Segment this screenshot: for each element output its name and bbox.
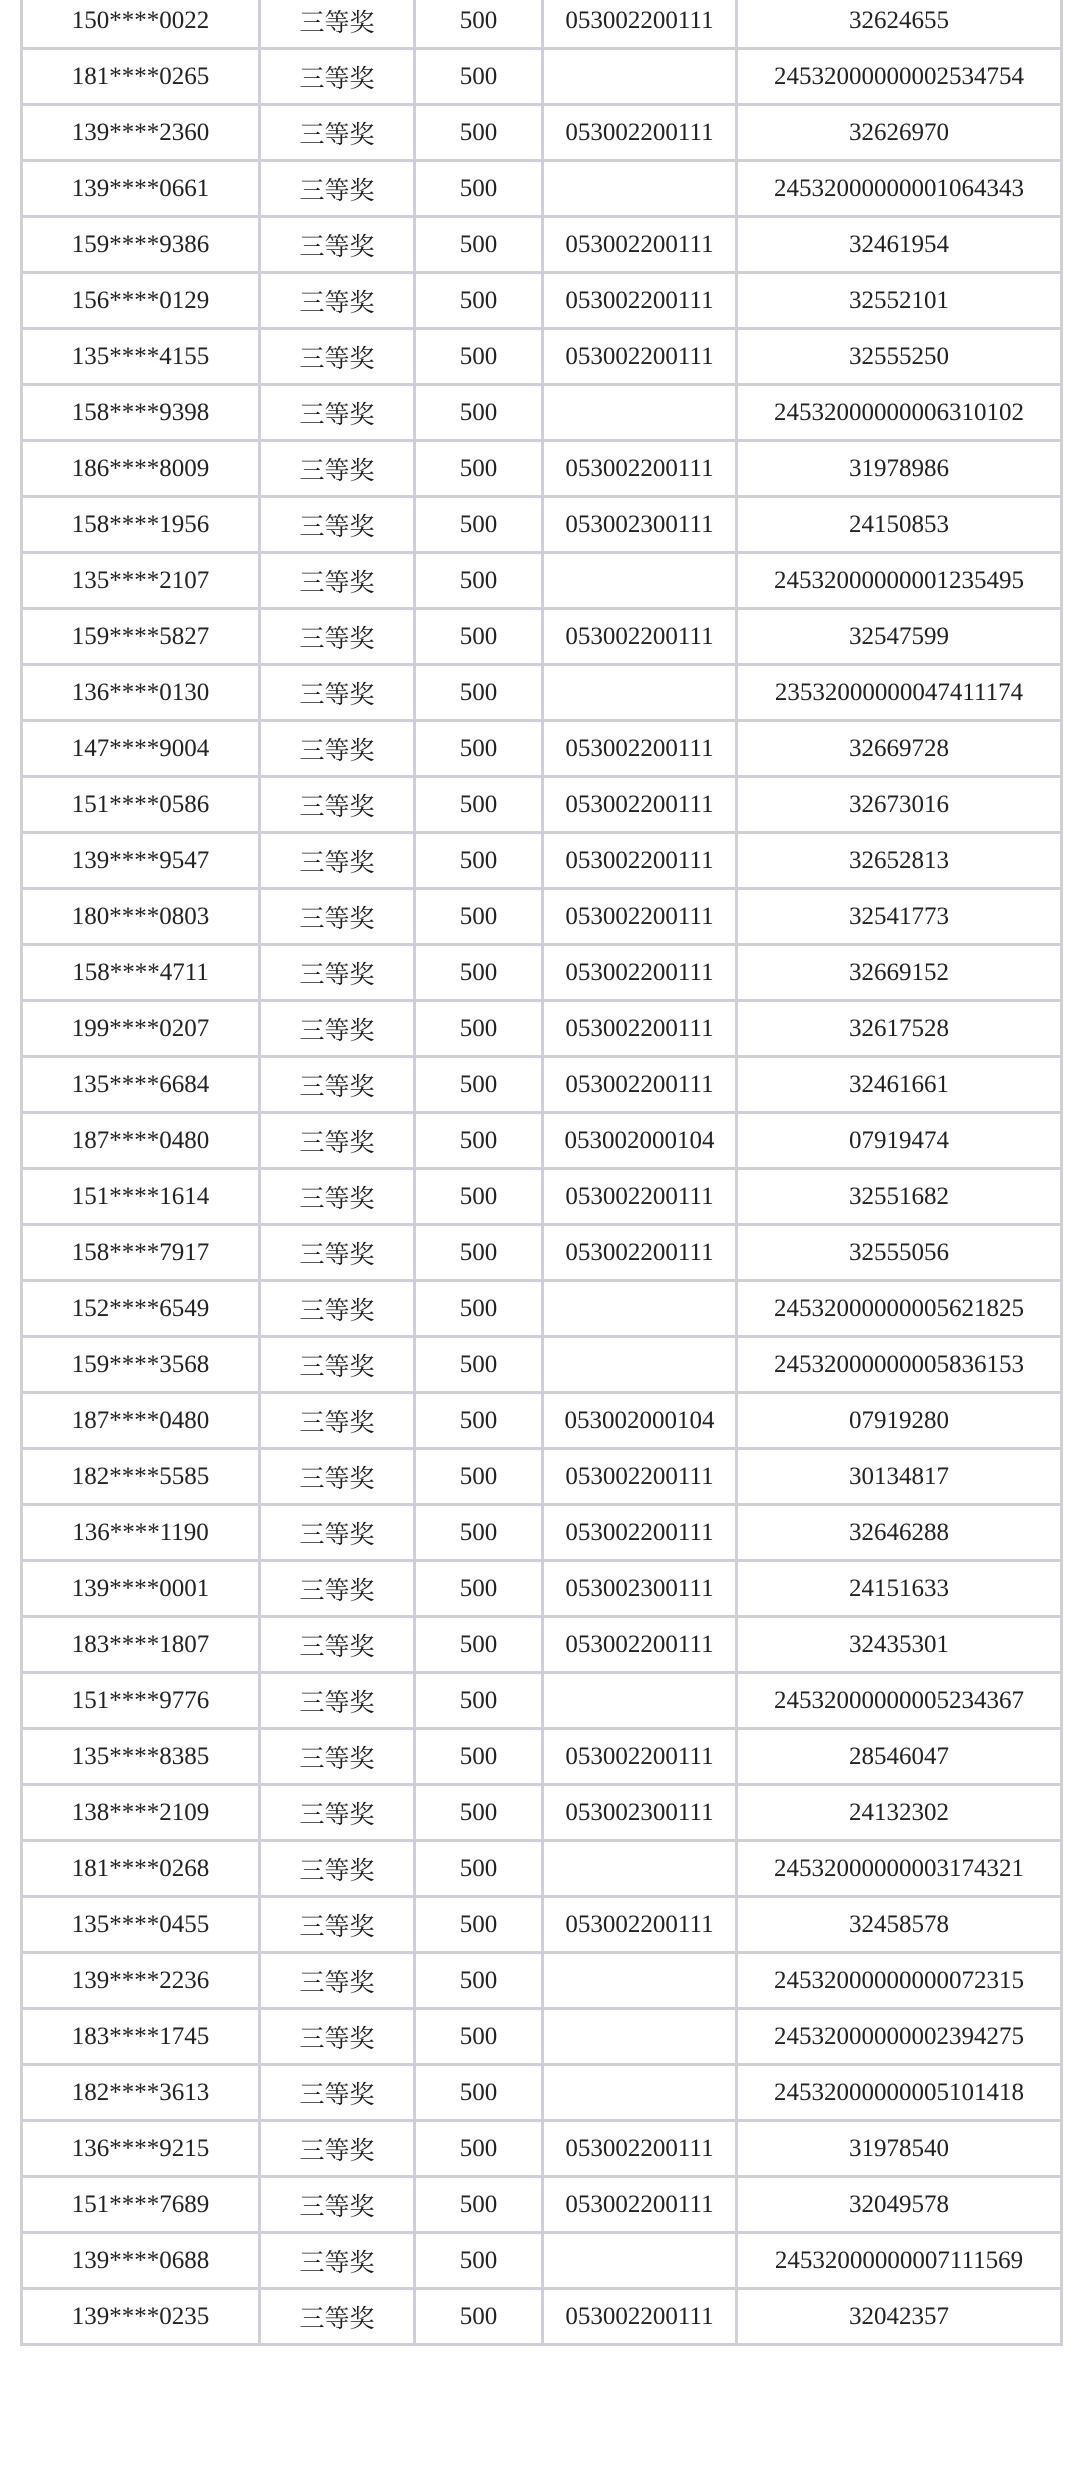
account-number-cell: 32049578: [737, 2177, 1062, 2233]
phone-cell: 187****0480: [22, 1113, 260, 1169]
phone-cell: 199****0207: [22, 1001, 260, 1057]
phone-cell: 139****2360: [22, 105, 260, 161]
amount-cell: 500: [415, 497, 543, 553]
prize-level-cell: 三等奖: [260, 1897, 415, 1953]
amount-cell: 500: [415, 1057, 543, 1113]
table-row: [22, 1729, 1062, 1785]
table-row: [22, 609, 1062, 665]
prize-level-cell: 三等奖: [260, 777, 415, 833]
amount-cell: 500: [415, 2233, 543, 2289]
phone-cell: 139****9547: [22, 833, 260, 889]
phone-cell: 135****0455: [22, 1897, 260, 1953]
account-number-cell: 32669728: [737, 721, 1062, 777]
prize-level-cell: 三等奖: [260, 1393, 415, 1449]
prize-level-cell: 三等奖: [260, 1169, 415, 1225]
phone-cell: 135****6684: [22, 1057, 260, 1113]
code-cell: 053002200111: [543, 1449, 737, 1505]
prize-level-cell: 三等奖: [260, 0, 415, 49]
phone-cell: 181****0268: [22, 1841, 260, 1897]
winners-table-container: [20, 0, 1060, 2346]
code-cell: 053002200111: [543, 1057, 737, 1113]
phone-cell: 158****1956: [22, 497, 260, 553]
code-cell: [543, 1841, 737, 1897]
table-row: [22, 1057, 1062, 1113]
amount-cell: 500: [415, 329, 543, 385]
code-cell: [543, 161, 737, 217]
prize-level-cell: 三等奖: [260, 1505, 415, 1561]
prize-level-cell: 三等奖: [260, 665, 415, 721]
account-number-cell: 24532000000003174321: [737, 1841, 1062, 1897]
amount-cell: 500: [415, 609, 543, 665]
code-cell: 053002200111: [543, 1897, 737, 1953]
amount-cell: 500: [415, 1841, 543, 1897]
amount-cell: 500: [415, 553, 543, 609]
prize-level-cell: 三等奖: [260, 2289, 415, 2345]
table-row: [22, 1785, 1062, 1841]
table-row: [22, 329, 1062, 385]
prize-level-cell: 三等奖: [260, 2121, 415, 2177]
prize-level-cell: 三等奖: [260, 1225, 415, 1281]
table-row: [22, 1505, 1062, 1561]
phone-cell: 158****9398: [22, 385, 260, 441]
phone-cell: 186****8009: [22, 441, 260, 497]
account-number-cell: 28546047: [737, 1729, 1062, 1785]
code-cell: 053002200111: [543, 1169, 737, 1225]
phone-cell: 151****1614: [22, 1169, 260, 1225]
phone-cell: 158****7917: [22, 1225, 260, 1281]
account-number-cell: 24150853: [737, 497, 1062, 553]
code-cell: [543, 2065, 737, 2121]
table-row: [22, 49, 1062, 105]
phone-cell: 181****0265: [22, 49, 260, 105]
code-cell: 053002200111: [543, 833, 737, 889]
prize-level-cell: 三等奖: [260, 441, 415, 497]
table-row: [22, 1001, 1062, 1057]
prize-level-cell: 三等奖: [260, 1113, 415, 1169]
table-row: [22, 497, 1062, 553]
amount-cell: 500: [415, 721, 543, 777]
code-cell: [543, 553, 737, 609]
code-cell: 053002200111: [543, 217, 737, 273]
prize-level-cell: 三等奖: [260, 2009, 415, 2065]
account-number-cell: 24532000000005234367: [737, 1673, 1062, 1729]
account-number-cell: 24532000000005101418: [737, 2065, 1062, 2121]
table-row: [22, 1673, 1062, 1729]
code-cell: 053002200111: [543, 1505, 737, 1561]
code-cell: 053002000104: [543, 1113, 737, 1169]
table-row: [22, 2177, 1062, 2233]
account-number-cell: 30134817: [737, 1449, 1062, 1505]
account-number-cell: 32624655: [737, 0, 1062, 49]
amount-cell: 500: [415, 1225, 543, 1281]
phone-cell: 139****0661: [22, 161, 260, 217]
code-cell: 053002200111: [543, 1225, 737, 1281]
code-cell: 053002200111: [543, 1729, 737, 1785]
account-number-cell: 24532000000001235495: [737, 553, 1062, 609]
prize-level-cell: 三等奖: [260, 1729, 415, 1785]
code-cell: 053002200111: [543, 2177, 737, 2233]
code-cell: 053002200111: [543, 777, 737, 833]
prize-level-cell: 三等奖: [260, 1449, 415, 1505]
table-row: [22, 889, 1062, 945]
account-number-cell: 32461661: [737, 1057, 1062, 1113]
code-cell: 053002200111: [543, 105, 737, 161]
code-cell: 053002300111: [543, 1561, 737, 1617]
phone-cell: 152****6549: [22, 1281, 260, 1337]
phone-cell: 156****0129: [22, 273, 260, 329]
account-number-cell: 31978986: [737, 441, 1062, 497]
amount-cell: 500: [415, 777, 543, 833]
amount-cell: 500: [415, 1001, 543, 1057]
prize-level-cell: 三等奖: [260, 1561, 415, 1617]
prize-level-cell: 三等奖: [260, 49, 415, 105]
table-row: [22, 1281, 1062, 1337]
code-cell: [543, 665, 737, 721]
account-number-cell: 24532000000001064343: [737, 161, 1062, 217]
phone-cell: 136****1190: [22, 1505, 260, 1561]
table-row: [22, 0, 1062, 49]
table-row: [22, 665, 1062, 721]
prize-level-cell: 三等奖: [260, 1617, 415, 1673]
phone-cell: 182****3613: [22, 2065, 260, 2121]
account-number-cell: 32646288: [737, 1505, 1062, 1561]
prize-level-cell: 三等奖: [260, 553, 415, 609]
prize-level-cell: 三等奖: [260, 1785, 415, 1841]
account-number-cell: 32458578: [737, 1897, 1062, 1953]
phone-cell: 139****0688: [22, 2233, 260, 2289]
amount-cell: 500: [415, 105, 543, 161]
table-row: [22, 721, 1062, 777]
account-number-cell: 32435301: [737, 1617, 1062, 1673]
table-row: [22, 273, 1062, 329]
phone-cell: 159****5827: [22, 609, 260, 665]
amount-cell: 500: [415, 2177, 543, 2233]
table-row: [22, 385, 1062, 441]
phone-cell: 151****0586: [22, 777, 260, 833]
amount-cell: 500: [415, 1169, 543, 1225]
amount-cell: 500: [415, 0, 543, 49]
prize-level-cell: 三等奖: [260, 385, 415, 441]
code-cell: 053002200111: [543, 1001, 737, 1057]
account-number-cell: 07919280: [737, 1393, 1062, 1449]
prize-level-cell: 三等奖: [260, 609, 415, 665]
prize-level-cell: 三等奖: [260, 1953, 415, 2009]
code-cell: 053002200111: [543, 609, 737, 665]
account-number-cell: 32669152: [737, 945, 1062, 1001]
amount-cell: 500: [415, 1617, 543, 1673]
code-cell: 053002200111: [543, 945, 737, 1001]
phone-cell: 136****0130: [22, 665, 260, 721]
amount-cell: 500: [415, 1281, 543, 1337]
code-cell: 053002200111: [543, 1617, 737, 1673]
phone-cell: 183****1745: [22, 2009, 260, 2065]
table-row: [22, 2065, 1062, 2121]
phone-cell: 135****2107: [22, 553, 260, 609]
amount-cell: 500: [415, 1561, 543, 1617]
code-cell: [543, 2009, 737, 2065]
amount-cell: 500: [415, 2289, 543, 2345]
amount-cell: 500: [415, 161, 543, 217]
phone-cell: 139****0235: [22, 2289, 260, 2345]
amount-cell: 500: [415, 441, 543, 497]
phone-cell: 136****9215: [22, 2121, 260, 2177]
amount-cell: 500: [415, 889, 543, 945]
account-number-cell: 24532000000005621825: [737, 1281, 1062, 1337]
prize-level-cell: 三等奖: [260, 161, 415, 217]
code-cell: [543, 2233, 737, 2289]
code-cell: 053002200111: [543, 889, 737, 945]
prize-level-cell: 三等奖: [260, 1001, 415, 1057]
prize-level-cell: 三等奖: [260, 721, 415, 777]
account-number-cell: 32555056: [737, 1225, 1062, 1281]
amount-cell: 500: [415, 2065, 543, 2121]
amount-cell: 500: [415, 217, 543, 273]
amount-cell: 500: [415, 2121, 543, 2177]
table-row: [22, 1225, 1062, 1281]
phone-cell: 139****2236: [22, 1953, 260, 2009]
account-number-cell: 31978540: [737, 2121, 1062, 2177]
code-cell: [543, 1281, 737, 1337]
amount-cell: 500: [415, 1897, 543, 1953]
prize-level-cell: 三等奖: [260, 497, 415, 553]
account-number-cell: 32555250: [737, 329, 1062, 385]
account-number-cell: 23532000000047411174: [737, 665, 1062, 721]
code-cell: 053002200111: [543, 2121, 737, 2177]
amount-cell: 500: [415, 49, 543, 105]
amount-cell: 500: [415, 273, 543, 329]
table-row: [22, 1897, 1062, 1953]
prize-level-cell: 三等奖: [260, 1057, 415, 1113]
amount-cell: 500: [415, 1673, 543, 1729]
prize-level-cell: 三等奖: [260, 1281, 415, 1337]
table-row: [22, 553, 1062, 609]
table-row: [22, 2009, 1062, 2065]
table-row: [22, 1953, 1062, 2009]
account-number-cell: 32551682: [737, 1169, 1062, 1225]
prize-level-cell: 三等奖: [260, 217, 415, 273]
code-cell: 053002200111: [543, 2289, 737, 2345]
amount-cell: 500: [415, 1785, 543, 1841]
table-row: [22, 441, 1062, 497]
prize-level-cell: 三等奖: [260, 2065, 415, 2121]
account-number-cell: 32673016: [737, 777, 1062, 833]
phone-cell: 158****4711: [22, 945, 260, 1001]
prize-level-cell: 三等奖: [260, 273, 415, 329]
phone-cell: 159****9386: [22, 217, 260, 273]
phone-cell: 147****9004: [22, 721, 260, 777]
account-number-cell: 32541773: [737, 889, 1062, 945]
account-number-cell: 24532000000007111569: [737, 2233, 1062, 2289]
account-number-cell: 24532000000002394275: [737, 2009, 1062, 2065]
prize-level-cell: 三等奖: [260, 329, 415, 385]
phone-cell: 135****4155: [22, 329, 260, 385]
amount-cell: 500: [415, 833, 543, 889]
amount-cell: 500: [415, 1337, 543, 1393]
table-row: [22, 2289, 1062, 2345]
table-row: [22, 1617, 1062, 1673]
table-row: [22, 1169, 1062, 1225]
code-cell: 053002000104: [543, 1393, 737, 1449]
amount-cell: 500: [415, 1449, 543, 1505]
amount-cell: 500: [415, 1113, 543, 1169]
phone-cell: 139****0001: [22, 1561, 260, 1617]
prize-level-cell: 三等奖: [260, 833, 415, 889]
phone-cell: 159****3568: [22, 1337, 260, 1393]
account-number-cell: 24532000000006310102: [737, 385, 1062, 441]
table-row: [22, 1561, 1062, 1617]
code-cell: [543, 1337, 737, 1393]
account-number-cell: 32461954: [737, 217, 1062, 273]
account-number-cell: 07919474: [737, 1113, 1062, 1169]
phone-cell: 183****1807: [22, 1617, 260, 1673]
account-number-cell: 32626970: [737, 105, 1062, 161]
amount-cell: 500: [415, 1953, 543, 2009]
code-cell: 053002200111: [543, 721, 737, 777]
code-cell: [543, 1673, 737, 1729]
table-row: [22, 1449, 1062, 1505]
table-row: [22, 161, 1062, 217]
table-row: [22, 1393, 1062, 1449]
account-number-cell: 32042357: [737, 2289, 1062, 2345]
code-cell: 053002200111: [543, 0, 737, 49]
account-number-cell: 24151633: [737, 1561, 1062, 1617]
phone-cell: 180****0803: [22, 889, 260, 945]
prize-level-cell: 三等奖: [260, 1841, 415, 1897]
prize-level-cell: 三等奖: [260, 105, 415, 161]
code-cell: [543, 385, 737, 441]
amount-cell: 500: [415, 665, 543, 721]
account-number-cell: 32652813: [737, 833, 1062, 889]
code-cell: 053002300111: [543, 497, 737, 553]
winners-table-body: [22, 0, 1062, 2345]
table-row: [22, 217, 1062, 273]
prize-level-cell: 三等奖: [260, 1673, 415, 1729]
phone-cell: 150****0022: [22, 0, 260, 49]
amount-cell: 500: [415, 1505, 543, 1561]
amount-cell: 500: [415, 385, 543, 441]
account-number-cell: 24132302: [737, 1785, 1062, 1841]
phone-cell: 151****9776: [22, 1673, 260, 1729]
table-row: [22, 833, 1062, 889]
amount-cell: 500: [415, 1393, 543, 1449]
prize-level-cell: 三等奖: [260, 945, 415, 1001]
account-number-cell: 24532000000000072315: [737, 1953, 1062, 2009]
table-row: [22, 1113, 1062, 1169]
account-number-cell: 32547599: [737, 609, 1062, 665]
account-number-cell: 24532000000005836153: [737, 1337, 1062, 1393]
phone-cell: 182****5585: [22, 1449, 260, 1505]
code-cell: 053002200111: [543, 441, 737, 497]
code-cell: 053002300111: [543, 1785, 737, 1841]
code-cell: [543, 49, 737, 105]
phone-cell: 187****0480: [22, 1393, 260, 1449]
prize-level-cell: 三等奖: [260, 2177, 415, 2233]
code-cell: [543, 1953, 737, 2009]
prize-level-cell: 三等奖: [260, 889, 415, 945]
amount-cell: 500: [415, 945, 543, 1001]
table-row: [22, 2233, 1062, 2289]
phone-cell: 138****2109: [22, 1785, 260, 1841]
table-row: [22, 1841, 1062, 1897]
amount-cell: 500: [415, 1729, 543, 1785]
account-number-cell: 32617528: [737, 1001, 1062, 1057]
account-number-cell: 32552101: [737, 273, 1062, 329]
table-row: [22, 777, 1062, 833]
table-row: [22, 1337, 1062, 1393]
phone-cell: 151****7689: [22, 2177, 260, 2233]
table-row: [22, 2121, 1062, 2177]
amount-cell: 500: [415, 2009, 543, 2065]
code-cell: 053002200111: [543, 329, 737, 385]
table-row: [22, 945, 1062, 1001]
code-cell: 053002200111: [543, 273, 737, 329]
table-row: [22, 105, 1062, 161]
account-number-cell: 24532000000002534754: [737, 49, 1062, 105]
winners-table: [20, 0, 1063, 2346]
prize-level-cell: 三等奖: [260, 2233, 415, 2289]
phone-cell: 135****8385: [22, 1729, 260, 1785]
prize-level-cell: 三等奖: [260, 1337, 415, 1393]
